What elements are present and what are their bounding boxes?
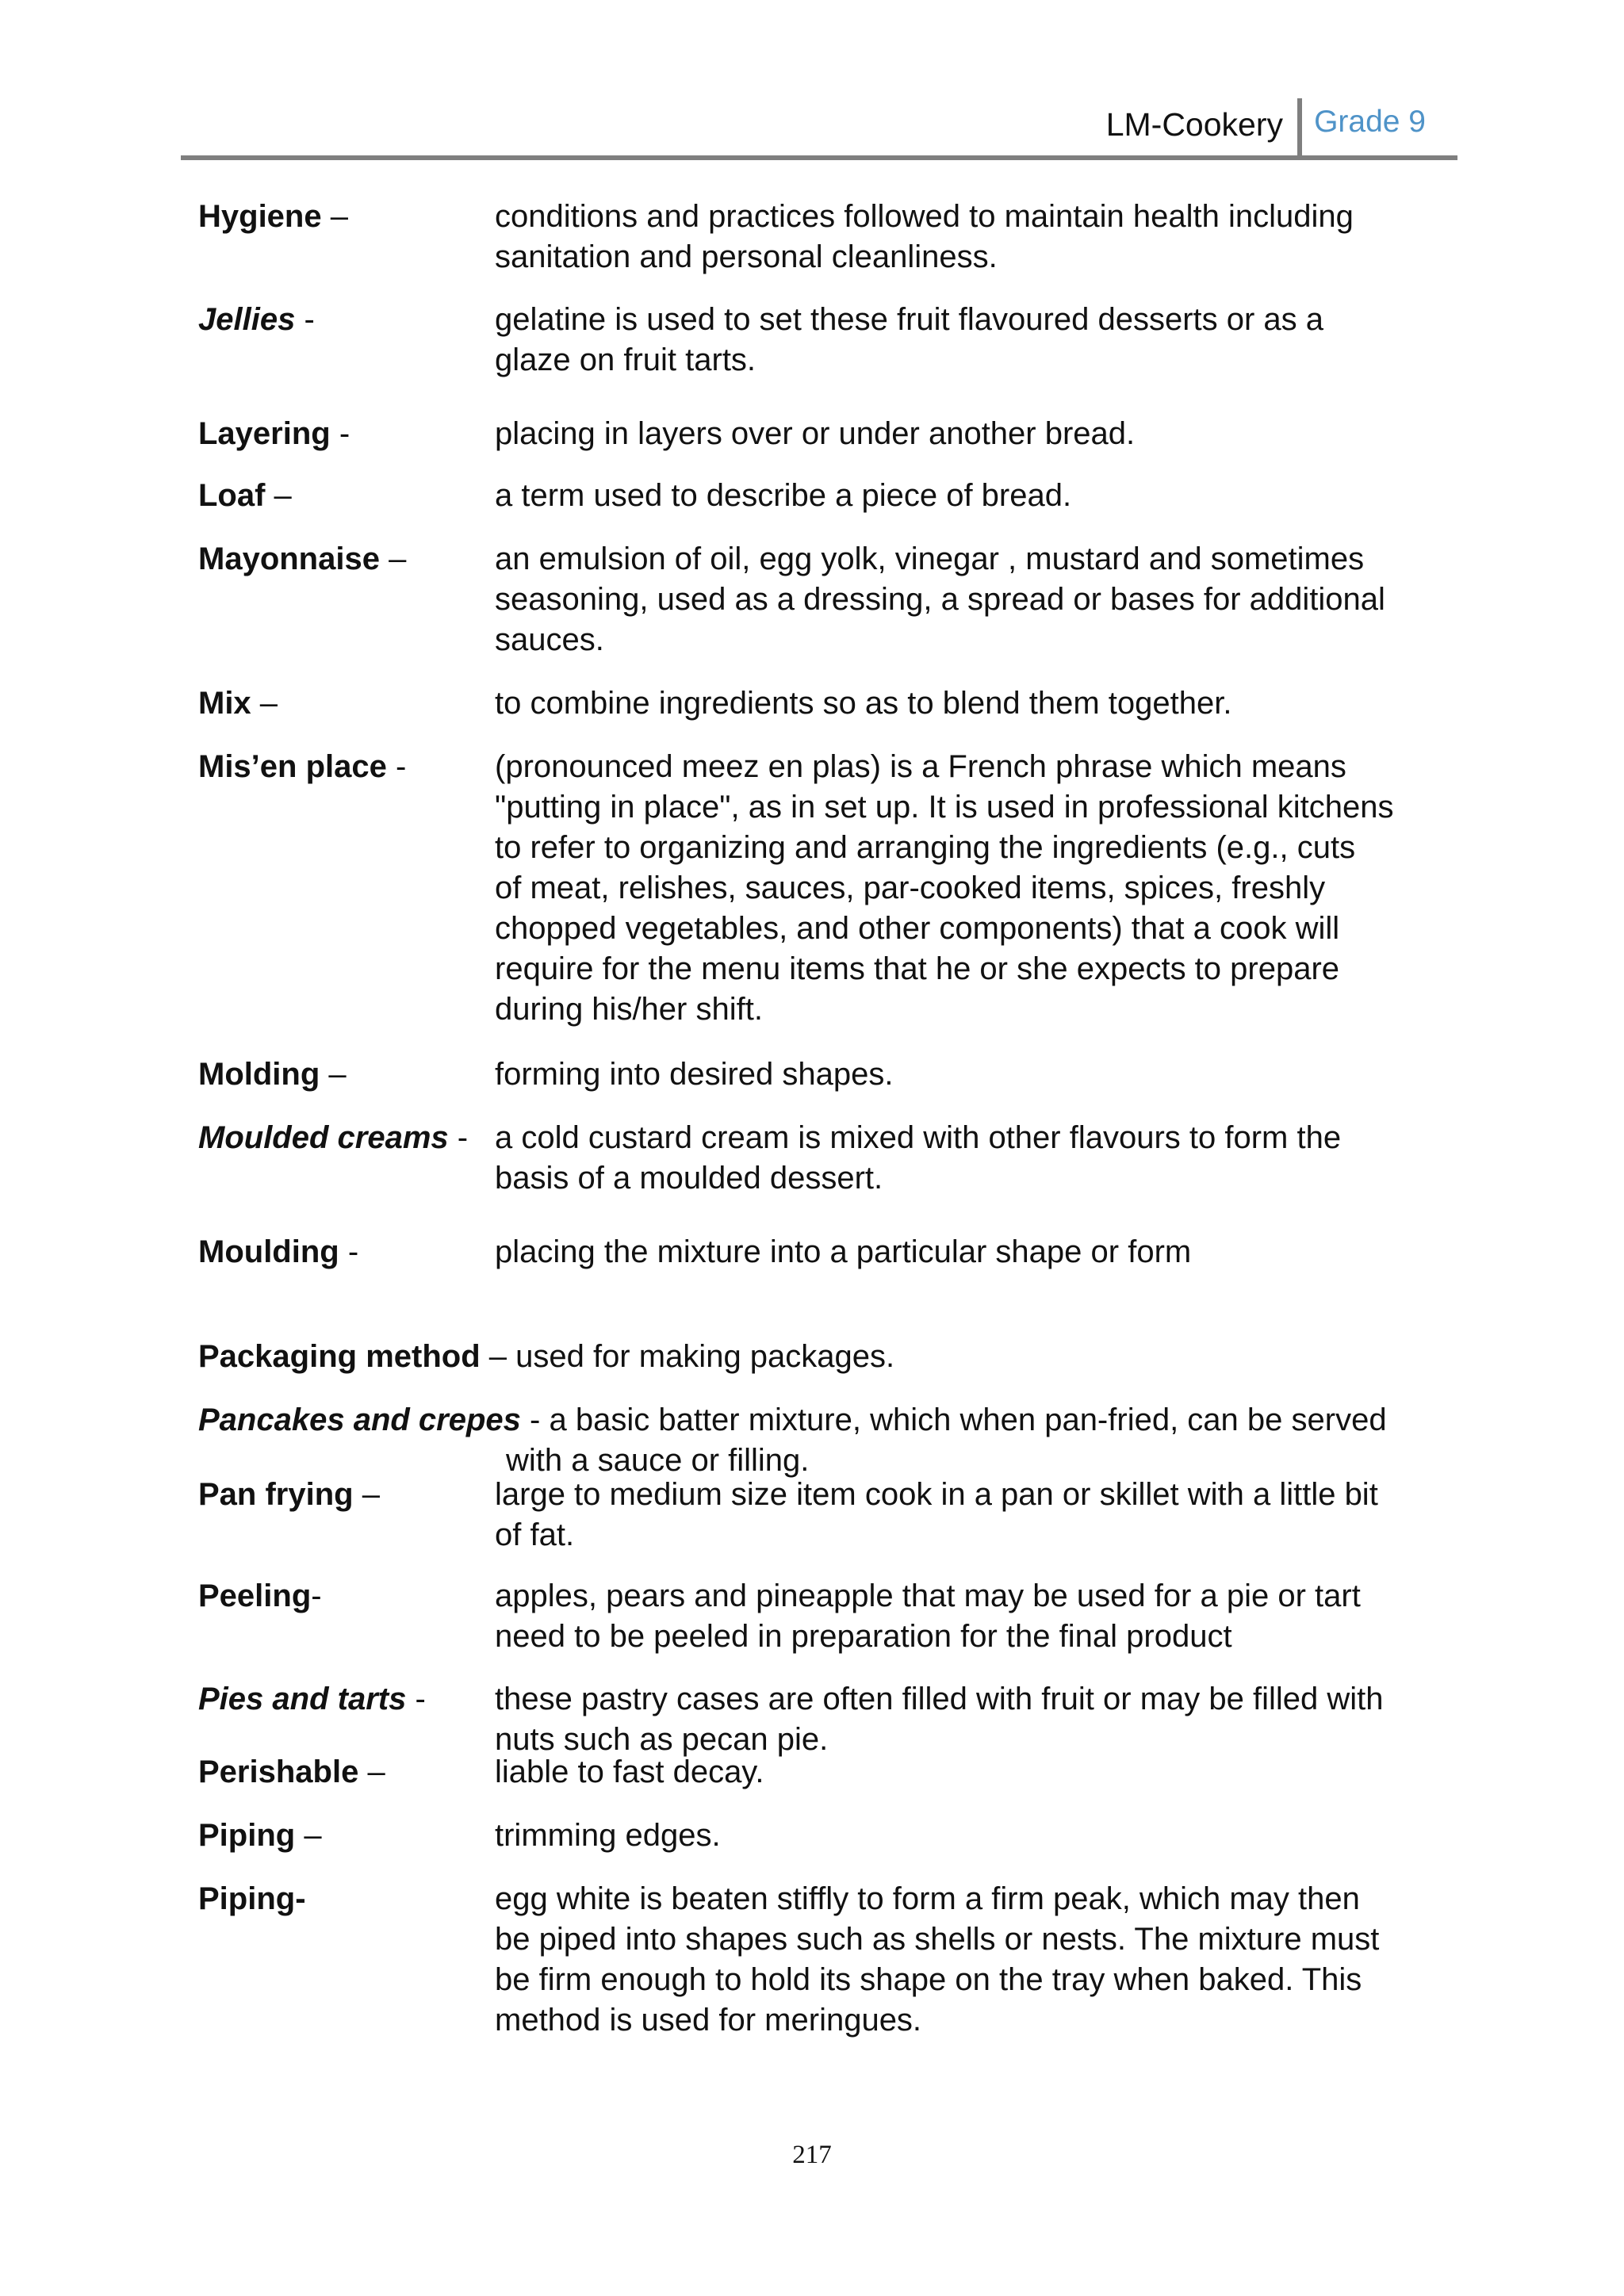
- glossary-definition: placing the mixture into a particular shape or form: [495, 1234, 1192, 1269]
- glossary-term: Jellies -: [198, 302, 315, 337]
- glossary-term: Piping –: [198, 1818, 322, 1853]
- glossary-definition: a cold custard cream is mixed with other flavours to form the basis of a moulded dessert.: [495, 1120, 1342, 1196]
- glossary-term: Piping-: [198, 1881, 306, 1916]
- glossary-term: Pan frying –: [198, 1477, 380, 1512]
- glossary-definition: apples, pears and pineapple that may be used for a pie or tart need to be peeled in preparation for the final product: [495, 1578, 1361, 1654]
- glossary-definition: a term used to describe a piece of bread.: [495, 478, 1072, 513]
- glossary-definition: to combine ingredients so as to blend them together.: [495, 686, 1232, 721]
- glossary-term: Perishable –: [198, 1755, 385, 1789]
- glossary-definition: liable to fast decay.: [495, 1755, 764, 1789]
- glossary-entry: [198, 1337, 1467, 1377]
- glossary-definition: with a sauce or filling.: [506, 1443, 810, 1478]
- page-number: 217: [792, 2141, 832, 2169]
- glossary-term: Pancakes and crepes - a basic batter mixture, which when pan-fried, can be served: [198, 1402, 1387, 1437]
- header-divider: [1297, 98, 1302, 155]
- glossary-definition: trimming edges.: [495, 1818, 721, 1853]
- glossary-term: Pies and tarts -: [198, 1682, 426, 1716]
- glossary-term: Peeling-: [198, 1578, 322, 1613]
- header-rule: [181, 155, 1457, 160]
- glossary-term: Loaf –: [198, 478, 292, 513]
- glossary-term: Hygiene –: [198, 199, 348, 234]
- glossary-term: Packaging method – used for making packages.: [198, 1339, 895, 1374]
- glossary-definition: egg white is beaten stiffly to form a firm peak, which may then be piped into shapes such as shells or nests. The mixture must be firm enough to hold its shape on the tray when baked. This method is used for meringues.: [495, 1881, 1380, 2038]
- glossary-definition: conditions and practices followed to maintain health including sanitation and personal cleanliness.: [495, 199, 1354, 274]
- glossary-definition: large to medium size item cook in a pan or skillet with a little bit of fat.: [495, 1477, 1378, 1552]
- glossary-definition: an emulsion of oil, egg yolk, vinegar , mustard and sometimes seasoning, used as a dressing, a spread or bases for additional sauces.: [495, 541, 1385, 657]
- glossary-term: Mayonnaise –: [198, 541, 407, 576]
- glossary-definition: (pronounced meez en plas) is a French phrase which means "putting in place", as in set up. It is used in professional kitchens to refer to organizing and arranging the ingredients (e.g., cuts of meat, relishes, sauces, par-cooked items, spices, freshly chopped vegetables, and other components) that a cook will require for the menu items that he or she expects to prepare during his/her shift.: [495, 749, 1394, 1027]
- glossary-term: Layering -: [198, 416, 350, 451]
- header-grade: Grade 9: [1314, 105, 1426, 139]
- glossary-term: Molding –: [198, 1057, 347, 1092]
- glossary-definition: these pastry cases are often filled with fruit or may be filled with nuts such as pecan pie.: [495, 1682, 1384, 1757]
- header-subject: LM-Cookery: [1105, 106, 1283, 143]
- glossary-term: Mix –: [198, 686, 278, 721]
- page-header: [181, 95, 1457, 160]
- glossary-entry: [198, 1400, 1467, 1481]
- glossary-term: Moulding -: [198, 1234, 359, 1269]
- glossary-term: Mis’en place -: [198, 749, 407, 784]
- glossary-definition: gelatine is used to set these fruit flavoured desserts or as a glaze on fruit tarts.: [495, 302, 1324, 377]
- glossary-definition: forming into desired shapes.: [495, 1057, 894, 1092]
- glossary-definition: placing in layers over or under another bread.: [495, 416, 1136, 451]
- glossary-term: Moulded creams -: [198, 1120, 469, 1155]
